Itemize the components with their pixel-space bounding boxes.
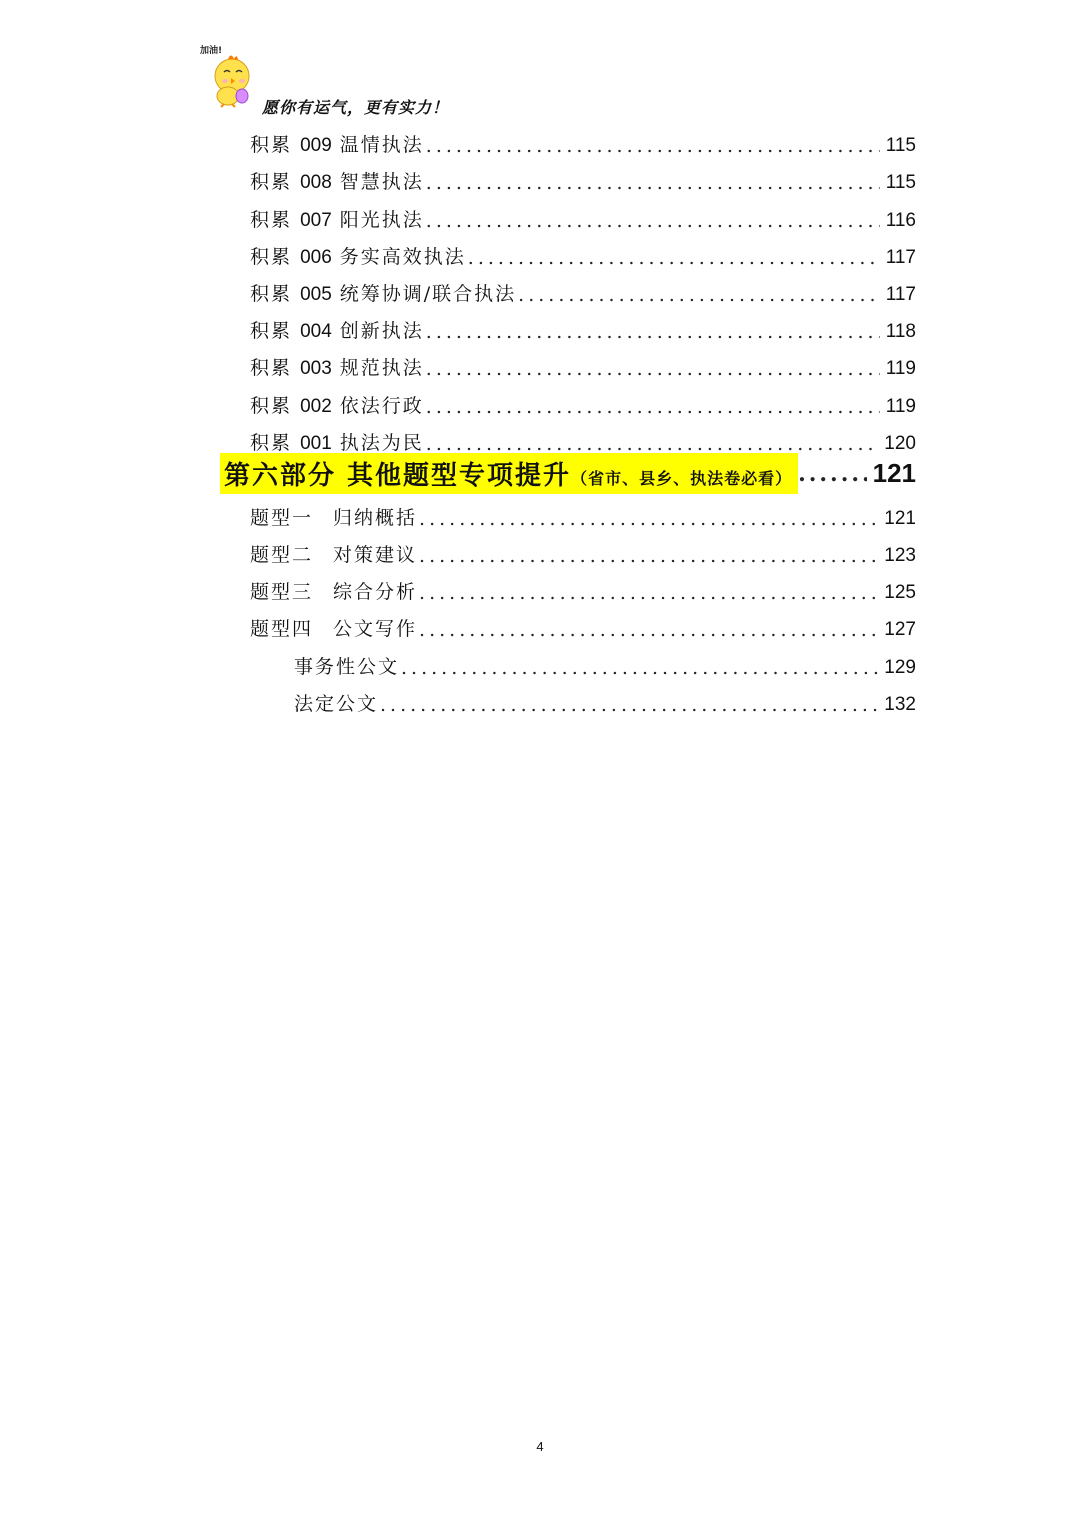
dot-leader (518, 284, 880, 306)
toc-entry-number: 002 (300, 395, 332, 417)
toc-entry-number: 009 (300, 135, 332, 157)
toc-type-title: 综合分析 (333, 581, 418, 604)
dot-leader (426, 321, 880, 343)
header-slogan: 愿你有运气，更有实力！ (262, 98, 450, 117)
toc-entry-page: 119 (885, 358, 916, 380)
toc-entry-prefix: 积累 (250, 282, 293, 305)
dot-leader (419, 619, 878, 641)
toc-type-label (250, 540, 419, 567)
toc-entry-prefix: 积累 (250, 171, 293, 194)
page-number: 4 (536, 1439, 544, 1454)
toc-entry[interactable] (250, 194, 916, 231)
toc-entry-page: 118 (885, 321, 916, 343)
toc-entry-title: 规范执法 (339, 357, 424, 380)
dot-leader (426, 135, 880, 157)
toc-entry-title: 创新执法 (339, 320, 424, 343)
toc-entry-title: 阳光执法 (339, 208, 424, 231)
toc-type-prefix: 题型二 (250, 544, 314, 567)
dot-leader (419, 508, 878, 530)
toc-type-entry[interactable] (250, 530, 916, 567)
toc-entry-page: 119 (885, 395, 916, 417)
toc-entry-title: 执法为民 (339, 431, 424, 454)
toc-entry[interactable] (250, 306, 916, 343)
toc-entry-label (250, 205, 426, 232)
toc-sub-page: 132 (884, 693, 916, 715)
toc-entry-label (250, 316, 426, 343)
dot-leader (798, 461, 867, 487)
toc-type-label (250, 614, 419, 641)
dot-leader (401, 657, 878, 679)
toc-type-prefix: 题型三 (250, 581, 314, 604)
toc-section-heading[interactable] (220, 455, 916, 493)
toc-entry-title: 智慧执法 (339, 171, 424, 194)
dot-leader (419, 582, 878, 604)
dot-leader (426, 358, 880, 380)
toc-entry-page: 116 (885, 209, 916, 231)
section-page: 121 (872, 458, 916, 489)
dot-leader (426, 210, 880, 232)
toc-entry-number: 006 (300, 246, 332, 268)
toc-entry[interactable] (250, 418, 916, 455)
toc-entry-number: 001 (300, 432, 332, 454)
toc-entry[interactable] (250, 120, 916, 157)
toc-entry-label (250, 353, 426, 380)
toc-type-entry[interactable] (250, 604, 916, 641)
toc-entry[interactable] (250, 380, 916, 417)
toc-type-label (250, 503, 419, 530)
toc-entry-page: 117 (885, 246, 916, 268)
toc-type-page: 125 (884, 582, 916, 604)
toc-entry-title: 统筹协调/联合执法 (339, 282, 517, 305)
section-note: （省市、县乡、执法卷必看） (571, 469, 793, 489)
toc-entry-page: 120 (884, 432, 916, 454)
toc-entry-label (250, 242, 468, 269)
toc-entry-number: 008 (300, 172, 332, 194)
toc-entry[interactable] (250, 157, 916, 194)
toc-type-prefix: 题型一 (250, 506, 314, 529)
toc-entry-prefix: 积累 (250, 320, 293, 343)
toc-entry-prefix: 积累 (250, 245, 293, 268)
toc-entry[interactable] (250, 343, 916, 380)
toc-entry-label (250, 279, 518, 306)
toc-entry-prefix: 积累 (250, 431, 293, 454)
toc-entry-number: 005 (300, 283, 332, 305)
toc-entry-label (250, 428, 426, 455)
toc-entry-label (250, 167, 426, 194)
dot-leader (380, 694, 878, 716)
toc-entry-prefix: 积累 (250, 394, 293, 417)
toc-entry-page: 115 (885, 172, 916, 194)
toc-entry[interactable] (250, 269, 916, 306)
dot-leader (426, 396, 880, 418)
toc-sub-entry[interactable] (250, 679, 916, 716)
toc-type-prefix: 题型四 (250, 618, 314, 641)
toc-entry-prefix: 积累 (250, 134, 293, 157)
toc-entry-title: 务实高效执法 (339, 245, 466, 268)
toc-entry-page: 115 (885, 135, 916, 157)
toc-sub-entry[interactable] (250, 641, 916, 678)
toc-type-entry[interactable] (250, 493, 916, 530)
section-title: 第六部分 其他题型专项提升 (224, 461, 572, 492)
dot-leader (426, 172, 880, 194)
toc-type-title: 公文写作 (333, 618, 418, 641)
toc-type-title: 对策建议 (333, 544, 418, 567)
toc-entry[interactable] (250, 232, 916, 269)
dot-leader (419, 545, 878, 567)
toc-sub-title: 法定公文 (250, 689, 380, 716)
toc-entry-label (250, 130, 426, 157)
dot-leader (468, 247, 880, 269)
toc-type-title: 归纳概括 (333, 506, 418, 529)
toc-sub-title: 事务性公文 (250, 652, 401, 679)
table-of-contents (224, 120, 916, 716)
toc-entry-prefix: 积累 (250, 357, 293, 380)
toc-type-page: 121 (884, 507, 916, 529)
toc-type-entry[interactable] (250, 567, 916, 604)
toc-entry-page: 117 (885, 283, 916, 305)
toc-entry-number: 003 (300, 358, 332, 380)
toc-entry-title: 依法行政 (339, 394, 424, 417)
toc-entry-label (250, 391, 426, 418)
toc-type-page: 123 (884, 545, 916, 567)
toc-entry-number: 004 (300, 321, 332, 343)
toc-sub-page: 129 (884, 656, 916, 678)
section-highlight (220, 453, 798, 494)
page-header (198, 40, 518, 120)
toc-type-label (250, 577, 419, 604)
toc-entry-prefix: 积累 (250, 208, 293, 231)
toc-entry-number: 007 (300, 209, 332, 231)
mascot-badge-text: 加油! (200, 46, 223, 56)
dot-leader (426, 433, 879, 455)
toc-type-page: 127 (884, 619, 916, 641)
toc-entry-title: 温情执法 (339, 134, 424, 157)
chick-mascot-icon (198, 40, 258, 108)
